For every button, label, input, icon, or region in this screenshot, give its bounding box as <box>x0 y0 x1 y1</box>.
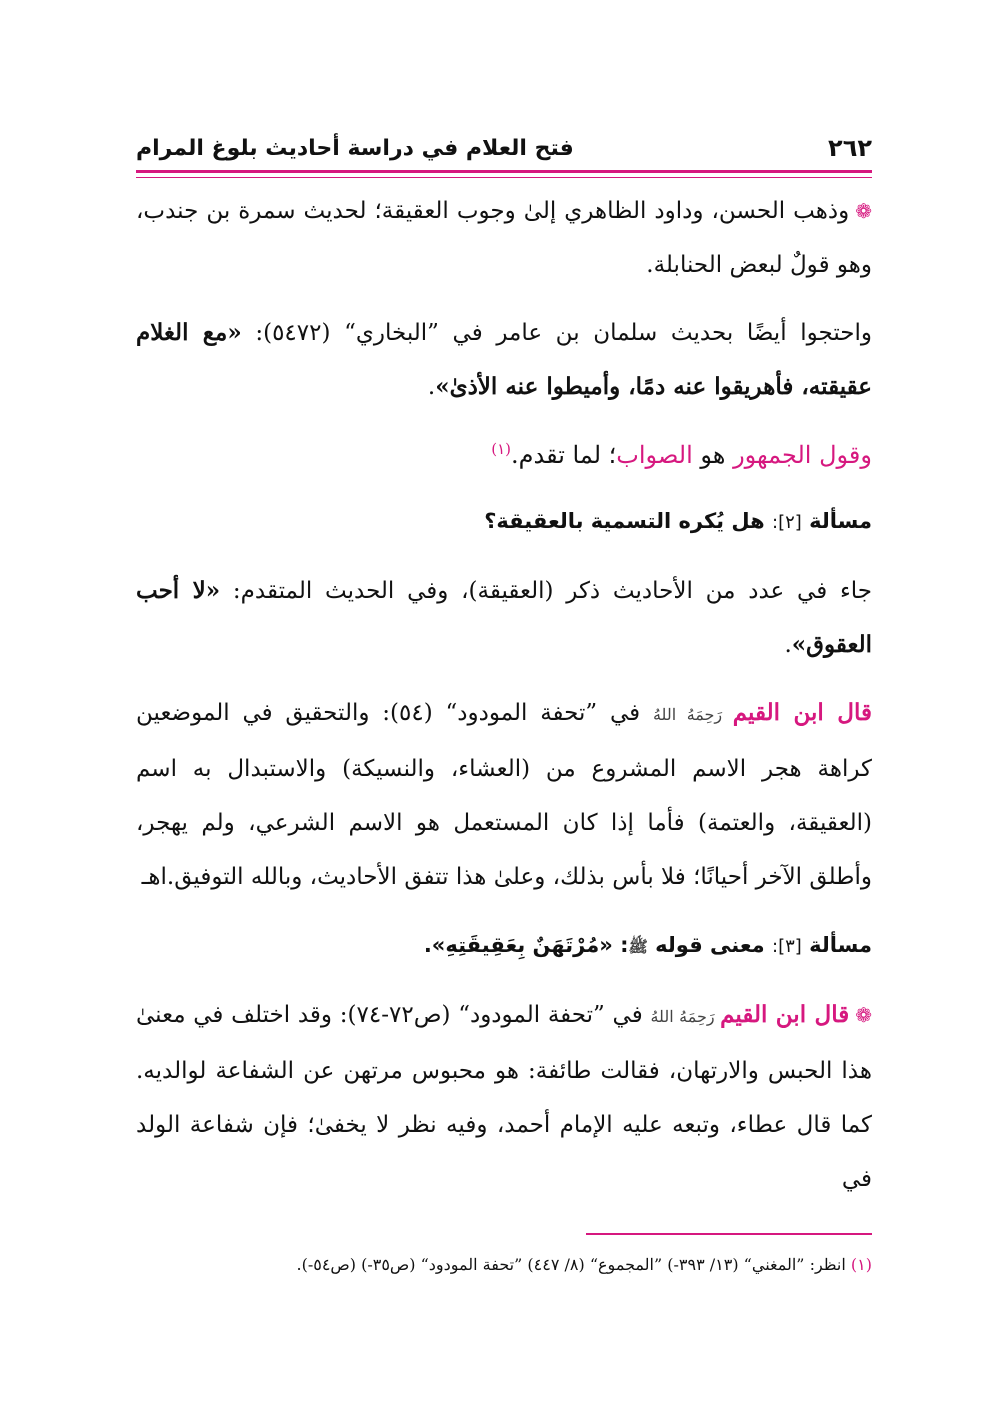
header-rule-thin <box>136 177 872 178</box>
paragraph-1-text: وذهب الحسن، وداود الظاهري إلىٰ وجوب العقيقة؛ لحديث سمرة بن جندب، وهو قولٌ لبعض الحنابلة. <box>136 198 872 278</box>
conclusion-correct: الصواب <box>616 441 693 469</box>
scholar-name: قال ابن القيم <box>732 699 873 726</box>
running-header <box>136 128 872 168</box>
paragraph-4 <box>136 686 872 904</box>
paragraph-2-end: . <box>427 374 436 400</box>
footnote-text: انظر: ”المغني“ (١٣/ ٣٩٣-) ”المجموع“ (٨/ ٤٤٧) ”تحفة المودود“ (ص٣٥-) (ص٥٤-). <box>296 1255 851 1274</box>
footnote-number: (١) <box>850 1255 872 1274</box>
paragraph-2-text: واحتجوا أيضًا بحديث سلمان بن عامر في ”البخاري“ (٥٤٧٢): <box>241 320 872 346</box>
honorific: رَحِمَهُ اللهُ <box>652 705 733 724</box>
paragraph-3-end: . <box>784 632 792 658</box>
footnote <box>136 1250 872 1280</box>
scholar-name: قال ابن القيم <box>720 1001 850 1028</box>
issue-title-a: معنى قوله <box>647 933 772 957</box>
footnote-separator <box>586 1233 872 1235</box>
conclusion-line <box>136 428 872 482</box>
conclusion-is: هو <box>692 441 734 469</box>
body-text <box>136 184 872 1216</box>
hadith-quote: «مع الغلام عقيقته، فأهريقوا عنه دمًا، وأميطوا عنه الأذىٰ» <box>136 319 872 400</box>
flower-ornament-icon: ❁ <box>855 199 872 223</box>
issue-number: [٣]: <box>772 936 802 957</box>
hadith-quote-2: «لا أحب العقوق» <box>136 577 872 658</box>
conclusion-majority: وقول الجمهور <box>733 441 872 469</box>
footnote-reference[interactable]: (١) <box>491 440 511 458</box>
paragraph-3-text: جاء في عدد من الأحاديث ذكر (العقيقة)، وفي الحديث المتقدم: <box>220 578 872 604</box>
paragraph-3 <box>136 564 872 672</box>
issue-title-b: : «مُرْتَهَنٌ بِعَقِيقَتِهِ». <box>423 933 629 957</box>
issue-2-heading <box>136 494 872 550</box>
paragraph-5 <box>136 988 872 1206</box>
paragraph-4-text: في ”تحفة المودود“ (٥٤): والتحقيق في الموضعين كراهة هجر الاسم المشروع من (العشاء، والنسيكة) والاستبدال به اسم (العقيقة، والعتمة) فأما إذا كان المستعمل هو الاسم الشرعي، ولم يهجر، وأطلق الآخر أحيانًا؛ فلا بأس بذلك، وعلىٰ هذا تتفق الأحاديث، وبالله التوفيق.اهـ <box>136 700 872 890</box>
issue-3-heading <box>136 918 872 974</box>
conclusion-reason: ؛ لما تقدم. <box>511 441 617 469</box>
book-title: فتح العلام في دراسة أحاديث بلوغ المرام <box>136 135 574 161</box>
flower-ornament-icon: ❁ <box>855 1003 872 1027</box>
header-rule-thick <box>136 170 872 173</box>
issue-label: مسألة <box>809 933 872 957</box>
issue-title: هل يُكره التسمية بالعقيقة؟ <box>484 509 772 533</box>
issue-label: مسألة <box>809 509 872 533</box>
issue-number: [٢]: <box>772 512 802 533</box>
salutation-icon: ﷺ <box>628 937 648 956</box>
paragraph-1 <box>136 184 872 292</box>
paragraph-2 <box>136 306 872 414</box>
paragraph-5-text: في ”تحفة المودود“ (ص٧٢-٧٤): وقد اختلف في معنىٰ هذا الحبس والارتهان، فقالت طائفة: هو محبوس مرتهن عن الشفاعة لوالديه. كما قال عطاء، وتبعه عليه الإمام أحمد، وفيه نظر لا يخفىٰ؛ فإن شفاعة الولد في <box>136 1002 872 1192</box>
page-number: ٢٦٢ <box>828 134 872 162</box>
honorific: رَحِمَهُ اللهُ <box>650 1007 721 1026</box>
